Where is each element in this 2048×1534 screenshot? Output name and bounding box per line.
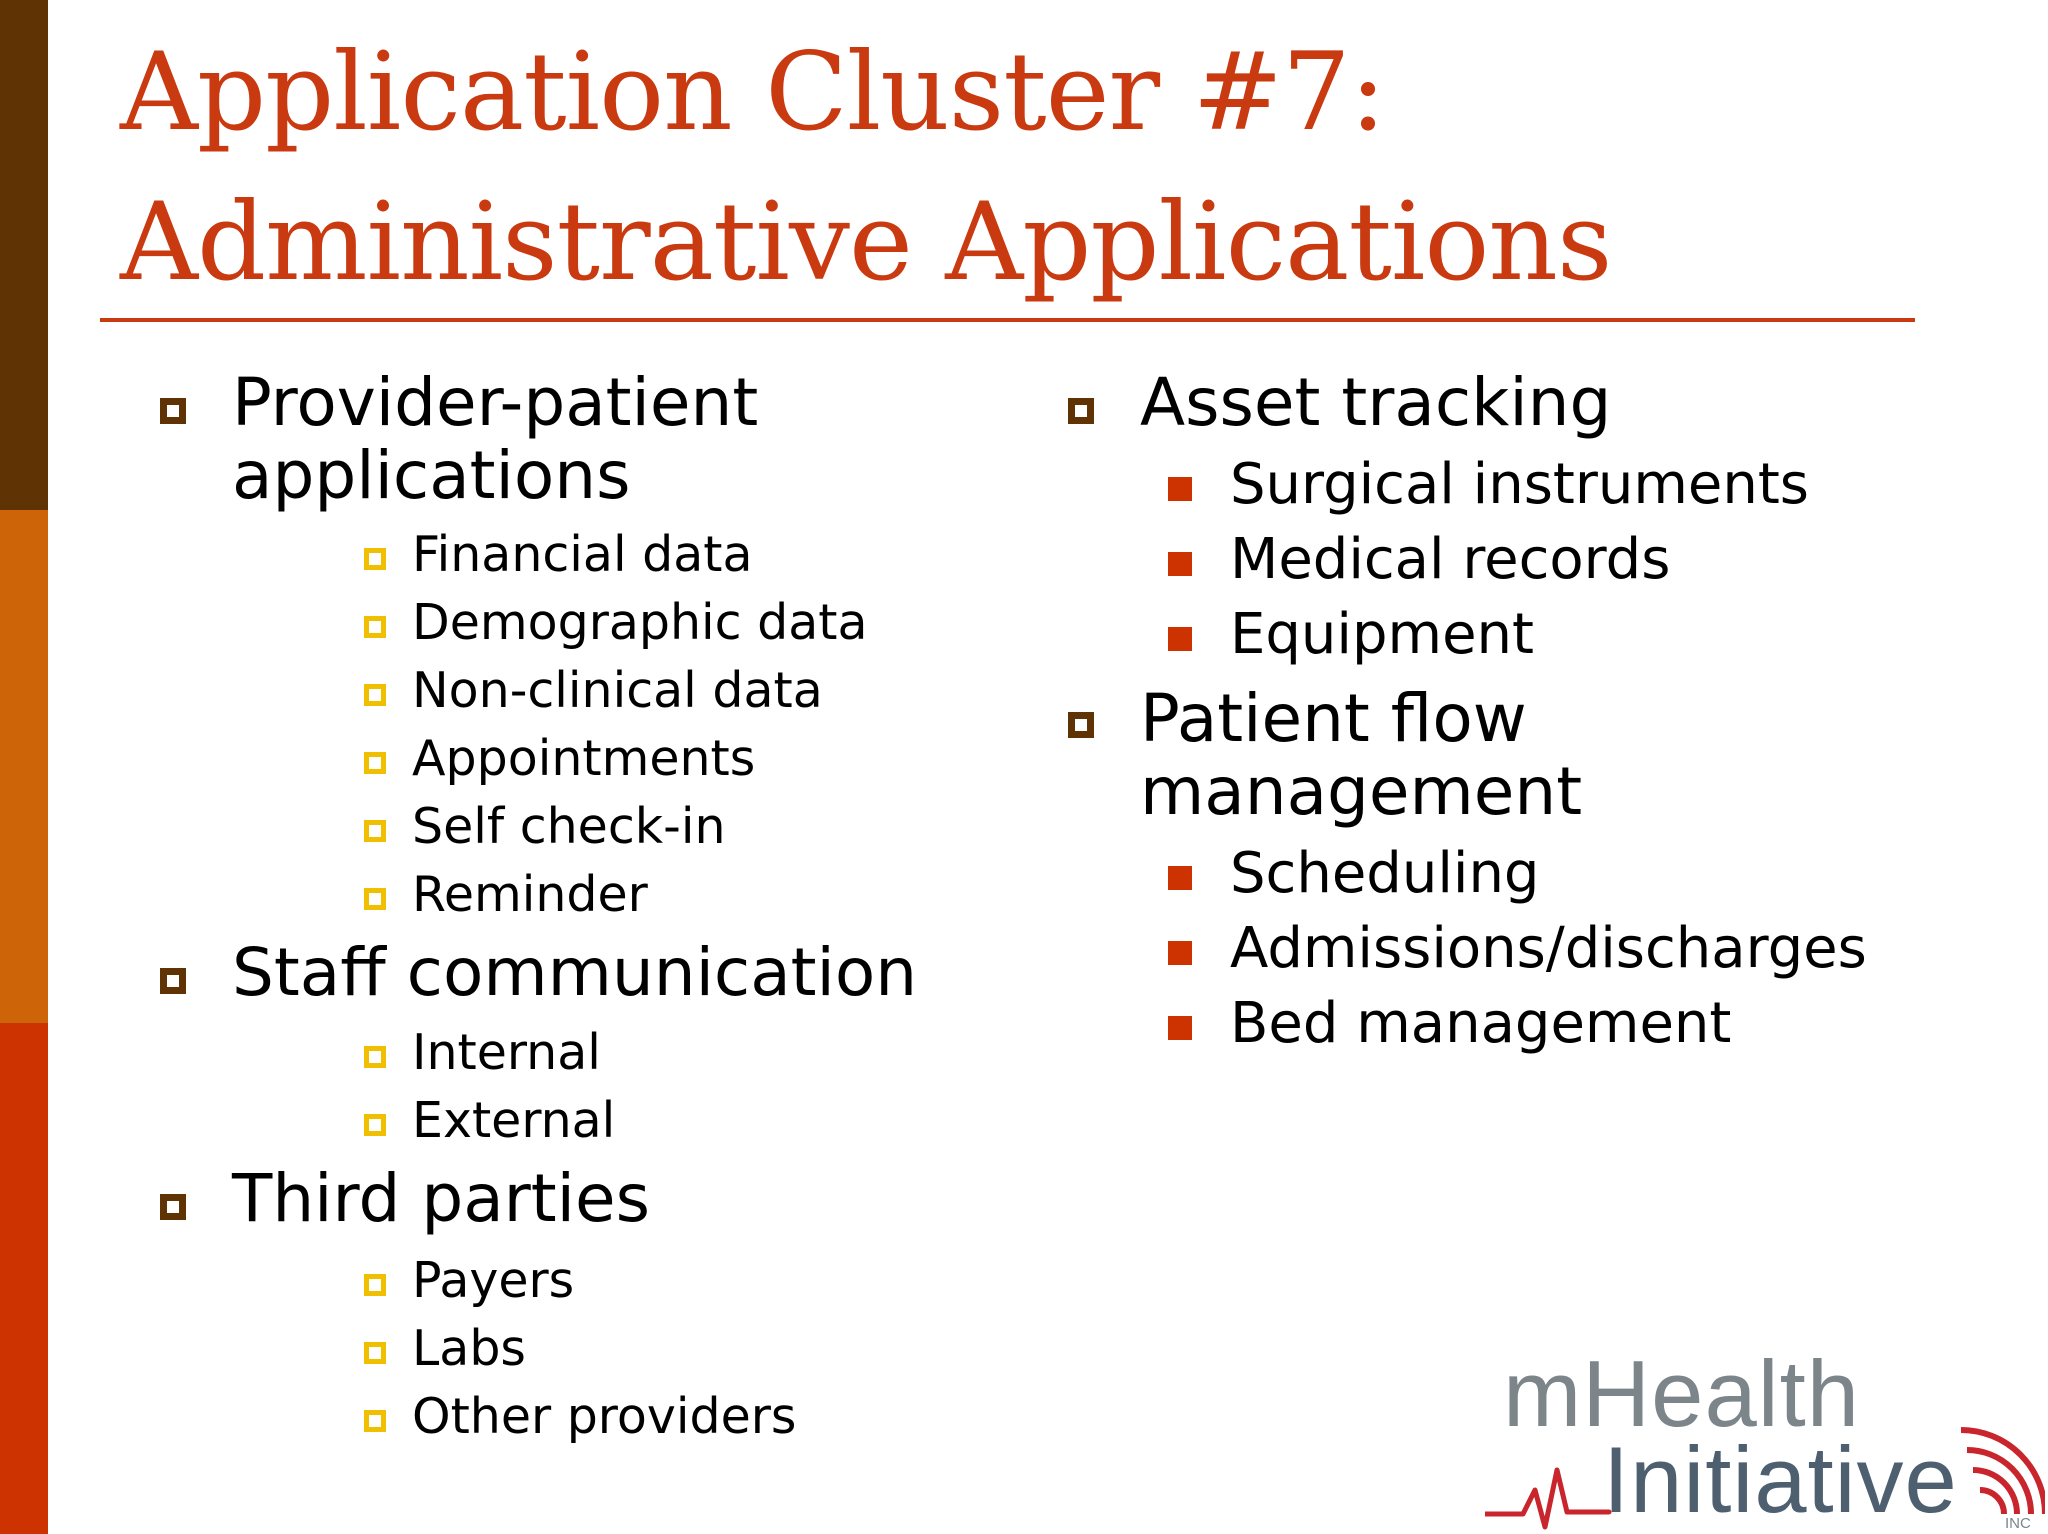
subitem-scheduling: Scheduling [1230, 841, 1540, 906]
logo-suffix-inc: INC [2005, 1515, 2031, 1532]
level2-bullet-icon [1168, 552, 1192, 576]
level2-bullet-icon [364, 548, 386, 570]
level1-bullet-icon [1068, 712, 1094, 738]
subitem-non-clinical-data: Non-clinical data [412, 662, 823, 719]
bullet-patient-flow-management [1140, 682, 1582, 828]
level2-bullet-icon [364, 616, 386, 638]
level2-bullet-icon [364, 752, 386, 774]
bullet-label-line-1: Patient flow [1140, 680, 1527, 757]
subitem-self-check-in: Self check-in [412, 798, 726, 855]
level2-bullet-icon [1168, 941, 1192, 965]
bullet-staff-communication: Staff communication [232, 934, 918, 1011]
bullet-third-parties: Third parties [232, 1160, 651, 1237]
subitem-other-providers: Other providers [412, 1388, 797, 1445]
level1-bullet-icon [160, 1194, 186, 1220]
subitem-external: External [412, 1092, 616, 1149]
bullet-label-line-2: applications [232, 437, 631, 514]
bullet-label-line-2: management [1140, 753, 1583, 830]
sidebar-segment-top [0, 0, 48, 510]
level1-bullet-icon [160, 968, 186, 994]
level2-bullet-icon [1168, 1016, 1192, 1040]
level2-bullet-icon [364, 1114, 386, 1136]
level1-bullet-icon [160, 398, 186, 424]
sidebar-segment-bottom [0, 1023, 48, 1534]
slide-title [120, 18, 1920, 318]
subitem-equipment: Equipment [1230, 602, 1534, 667]
subitem-internal: Internal [412, 1024, 601, 1081]
subitem-reminder: Reminder [412, 866, 648, 923]
bullet-asset-tracking: Asset tracking [1140, 364, 1612, 441]
level2-bullet-icon [1168, 627, 1192, 651]
logo-text-initiative: Initiative [1603, 1427, 1958, 1532]
level2-bullet-icon [364, 820, 386, 842]
subitem-financial-data: Financial data [412, 526, 753, 583]
slide-title-line-1: Application Cluster #7: [120, 30, 1386, 155]
level2-bullet-icon [364, 1410, 386, 1432]
subitem-admissions-discharges: Admissions/discharges [1230, 916, 1867, 981]
title-divider [100, 318, 1915, 322]
sidebar-segment-middle [0, 510, 48, 1023]
subitem-appointments: Appointments [412, 730, 756, 787]
bullet-label-line-1: Provider-patient [232, 364, 759, 441]
mhealth-initiative-logo [1485, 1341, 2045, 1534]
level2-bullet-icon [364, 1342, 386, 1364]
subitem-medical-records: Medical records [1230, 527, 1671, 592]
subitem-bed-management: Bed management [1230, 991, 1732, 1056]
slide-title-line-2: Administrative Applications [120, 180, 1612, 305]
level2-bullet-icon [1168, 866, 1192, 890]
logo-text-mhealth: mHealth [1503, 1341, 1861, 1446]
logo-heartbeat-waves-icon [1485, 1362, 2045, 1534]
subitem-labs: Labs [412, 1320, 526, 1377]
level2-bullet-icon [364, 888, 386, 910]
level1-bullet-icon [1068, 398, 1094, 424]
level2-bullet-icon [364, 684, 386, 706]
level2-bullet-icon [364, 1046, 386, 1068]
level2-bullet-icon [1168, 477, 1192, 501]
subitem-demographic-data: Demographic data [412, 594, 868, 651]
subitem-surgical-instruments: Surgical instruments [1230, 452, 1809, 517]
subitem-payers: Payers [412, 1252, 575, 1309]
level2-bullet-icon [364, 1274, 386, 1296]
bullet-provider-patient [232, 366, 758, 512]
